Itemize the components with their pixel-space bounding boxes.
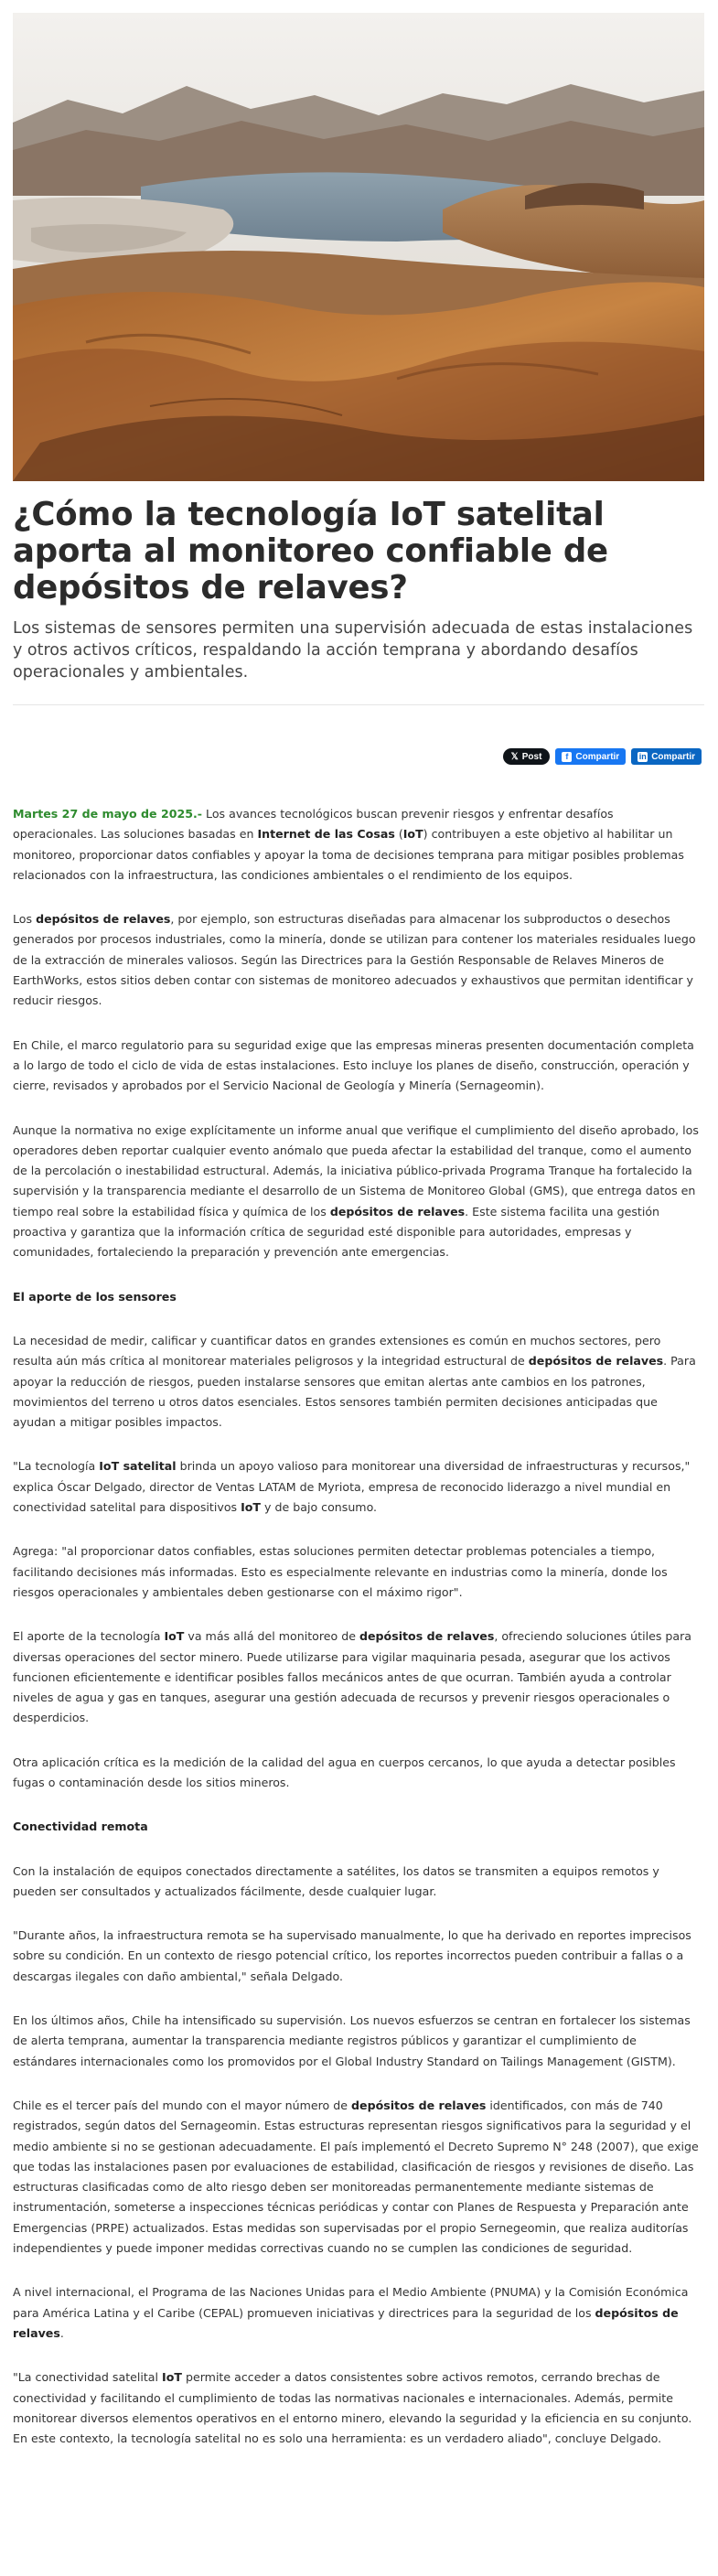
paragraph: Los depósitos de relaves, por ejemplo, son estructuras diseñadas para almacenar los subproductos o desechos generados por procesos industriales, como la minería, donde se utilizan para contener los materiales residuales luego de la extracción de minerales valiosos. Según las Directrices para la Gestión Responsable de Relaves Mineros de EarthWorks, estos sitios deben contar con sistemas de monitoreo adecuados y exhaustivos que permitan identificar y reducir riesgos.: [13, 912, 696, 1008]
share-linkedin-button[interactable]: in Compartir: [631, 748, 702, 765]
paragraph: Chile es el tercer país del mundo con el mayor número de depósitos de relaves identificados, con más de 740 registrados, según datos del Sernageomin. Estas estructuras representan riesgos significativos para la seguridad y el medio ambiente si no se gestionan adecuadamente. El país implementó el Decreto Supremo N° 248 (2007), que exige que todas las instalaciones pasen por evaluaciones de estabilidad, clasificación de riesgos y revisiones de diseño. Las estructuras clasificadas como de alto riesgo deben ser monitoreadas permanentemente mediante sistemas de instrumentación, someterse a inspecciones técnicas periódicas y contar con Planes de Respuesta y Preparación ante Emergencias (PRPE) actualizados. Estas medidas son supervisadas por el propio Sernegeomin, que realiza auditorías independientes y puede imponer medidas correctivas cuando no se cumplen las condiciones de seguridad.: [13, 2098, 699, 2256]
paragraph: En Chile, el marco regulatorio para su seguridad exige que las empresas mineras presenten documentación completa a lo largo de todo el ciclo de vida de estas instalaciones. Esto incluye los planes de diseño, construcción, operación y cierre, revisados y aprobados por el Servicio Nacional de Geología y Minería (Sernageomin).: [13, 1037, 694, 1093]
linkedin-icon: in: [638, 751, 647, 761]
article-date: Martes 27 de mayo de 2025.-: [13, 807, 203, 821]
hero-image: [13, 13, 704, 481]
article-subtitle: Los sistemas de sensores permiten una supervisión adecuada de estas instalaciones y otros activos críticos, respaldando la acción temprana y abordando desafíos operacionales y ambientales.: [13, 619, 693, 682]
share-facebook-button[interactable]: f Compartir: [555, 748, 626, 765]
paragraph: Martes 27 de mayo de 2025.- Los avances tecnológicos buscan prevenir riesgos y enfrentar desafíos operacionales. Las soluciones basadas en Internet de las Cosas (IoT) contribuyen a este objetivo al habilitar un monitoreo, proporcionar datos confiables y apoyar la toma de decisiones temprana para mitigar posibles problemas relacionados con la infraestructura, las condiciones ambientales o el rendimiento de los equipos.: [13, 807, 684, 882]
share-x-button[interactable]: 𝕏 Post: [503, 748, 551, 765]
paragraph: El aporte de la tecnología IoT va más allá del monitoreo de depósitos de relaves, ofreciendo soluciones útiles para diversas operaciones del sector minero. Puede utilizarse para vigilar maquinaria pesada, asegurar que los activos funcionen eficientemente e identificar posibles fallos mecánicos antes de que ocurran. También ayuda a controlar niveles de agua y gas en tanques, asegurar una gestión adecuada de recursos y prevenir riesgos operacionales o desperdicios.: [13, 1629, 691, 1725]
paragraph: Agrega: "al proporcionar datos confiables, estas soluciones permiten detectar problemas potenciales a tiempo, facilitando decisiones más informadas. Esto es especialmente relevante en industrias como la minería, donde los riesgos operacionales y ambientales deben gestionarse con el máximo rigor".: [13, 1544, 668, 1599]
share-buttons: [503, 748, 702, 765]
paragraph: "Durante años, la infraestructura remota se ha supervisado manualmente, lo que ha derivado en reportes imprecisos sobre su condición. En un contexto de riesgo potencial crítico, los reportes incorrectos pueden contribuir a fallas o a descargas ilegales con daño ambiental," señala Delgado.: [13, 1928, 691, 1983]
paragraph: A nivel internacional, el Programa de las Naciones Unidas para el Medio Ambiente (PNUMA) y la Comisión Económica para América Latina y el Caribe (CEPAL) promueven iniciativas y directrices para la seguridad de los depósitos de relaves.: [13, 2285, 689, 2340]
x-icon: 𝕏: [510, 751, 519, 762]
title-divider: [13, 704, 704, 705]
facebook-icon: f: [562, 752, 572, 762]
paragraph: La necesidad de medir, calificar y cuantificar datos en grandes extensiones es común en muchos sectores, pero resulta aún más crítica al monitorear materiales peligrosos y la integridad estructural de depósitos de relaves. Para apoyar la reducción de riesgos, pueden instalarse sensores que emitan alertas ante cambios en los patrones, movimientos del terreno u otros datos esenciales. Estos sensores también permiten decisiones anticipadas que ayudan a mitigar posibles impactos.: [13, 1333, 696, 1430]
paragraph: "La tecnología IoT satelital brinda un apoyo valioso para monitorear una diversidad de infraestructuras y recursos," explica Óscar Delgado, director de Ventas LATAM de Myriota, empresa de reconocido liderazgo a nivel mundial en conectividad satelital para dispositivos IoT y de bajo consumo.: [13, 1459, 691, 1515]
article-body: [13, 804, 701, 2473]
section-heading: Conectividad remota: [13, 1819, 148, 1834]
article-title: ¿Cómo la tecnología IoT satelital aporta al monitoreo confiable de depósitos de relaves?: [13, 496, 608, 606]
paragraph: Otra aplicación crítica es la medición de la calidad del agua en cuerpos cercanos, lo que ayuda a detectar posibles fugas o contaminación desde los sitios mineros.: [13, 1755, 676, 1789]
hero-landscape: [13, 13, 704, 481]
paragraph: Con la instalación de equipos conectados directamente a satélites, los datos se transmiten a equipos remotos y pueden ser consultados y actualizados fácilmente, desde cualquier lugar.: [13, 1863, 659, 1898]
paragraph: Aunque la normativa no exige explícitamente un informe anual que verifique el cumplimiento del diseño aprobado, los operadores deben reportar cualquier evento anómalo que pueda afectar la estabilidad del tranque, como el aumento de la percolación o inestabilidad estructural. Además, la iniciativa público-privada Programa Tranque ha fortalecido la supervisión y la transparencia mediante el desarrollo de un Sistema de Monitoreo Global (GMS), que entrega datos en tiempo real sobre la estabilidad física y química de los depósitos de relaves. Este sistema facilita una gestión proactiva y garantiza que la información crítica de seguridad esté disponible para autoridades, empresas y comunidades, fortaleciendo la preparación y prevención ante emergencias.: [13, 1122, 699, 1260]
section-heading: El aporte de los sensores: [13, 1289, 177, 1304]
paragraph: En los últimos años, Chile ha intensificado su supervisión. Los nuevos esfuerzos se centran en fortalecer los sistemas de alerta temprana, aumentar la transparencia mediante registros públicos y garantizar el cumplimiento de estándares internacionales como los promovidos por el Global Industry Standard on Tailings Management (GISTM).: [13, 2013, 691, 2068]
paragraph: "La conectividad satelital IoT permite acceder a datos consistentes sobre activos remotos, cerrando brechas de conectividad y facilitando el cumplimiento de todas las normativas nacionales e internacionales. Además, permite monitorear diversos elementos operativos en el entorno minero, elevando la seguridad y la eficiencia en su conjunto. En este contexto, la tecnología satelital no es solo una herramienta: es un verdadero aliado", concluye Delgado.: [13, 2370, 692, 2446]
